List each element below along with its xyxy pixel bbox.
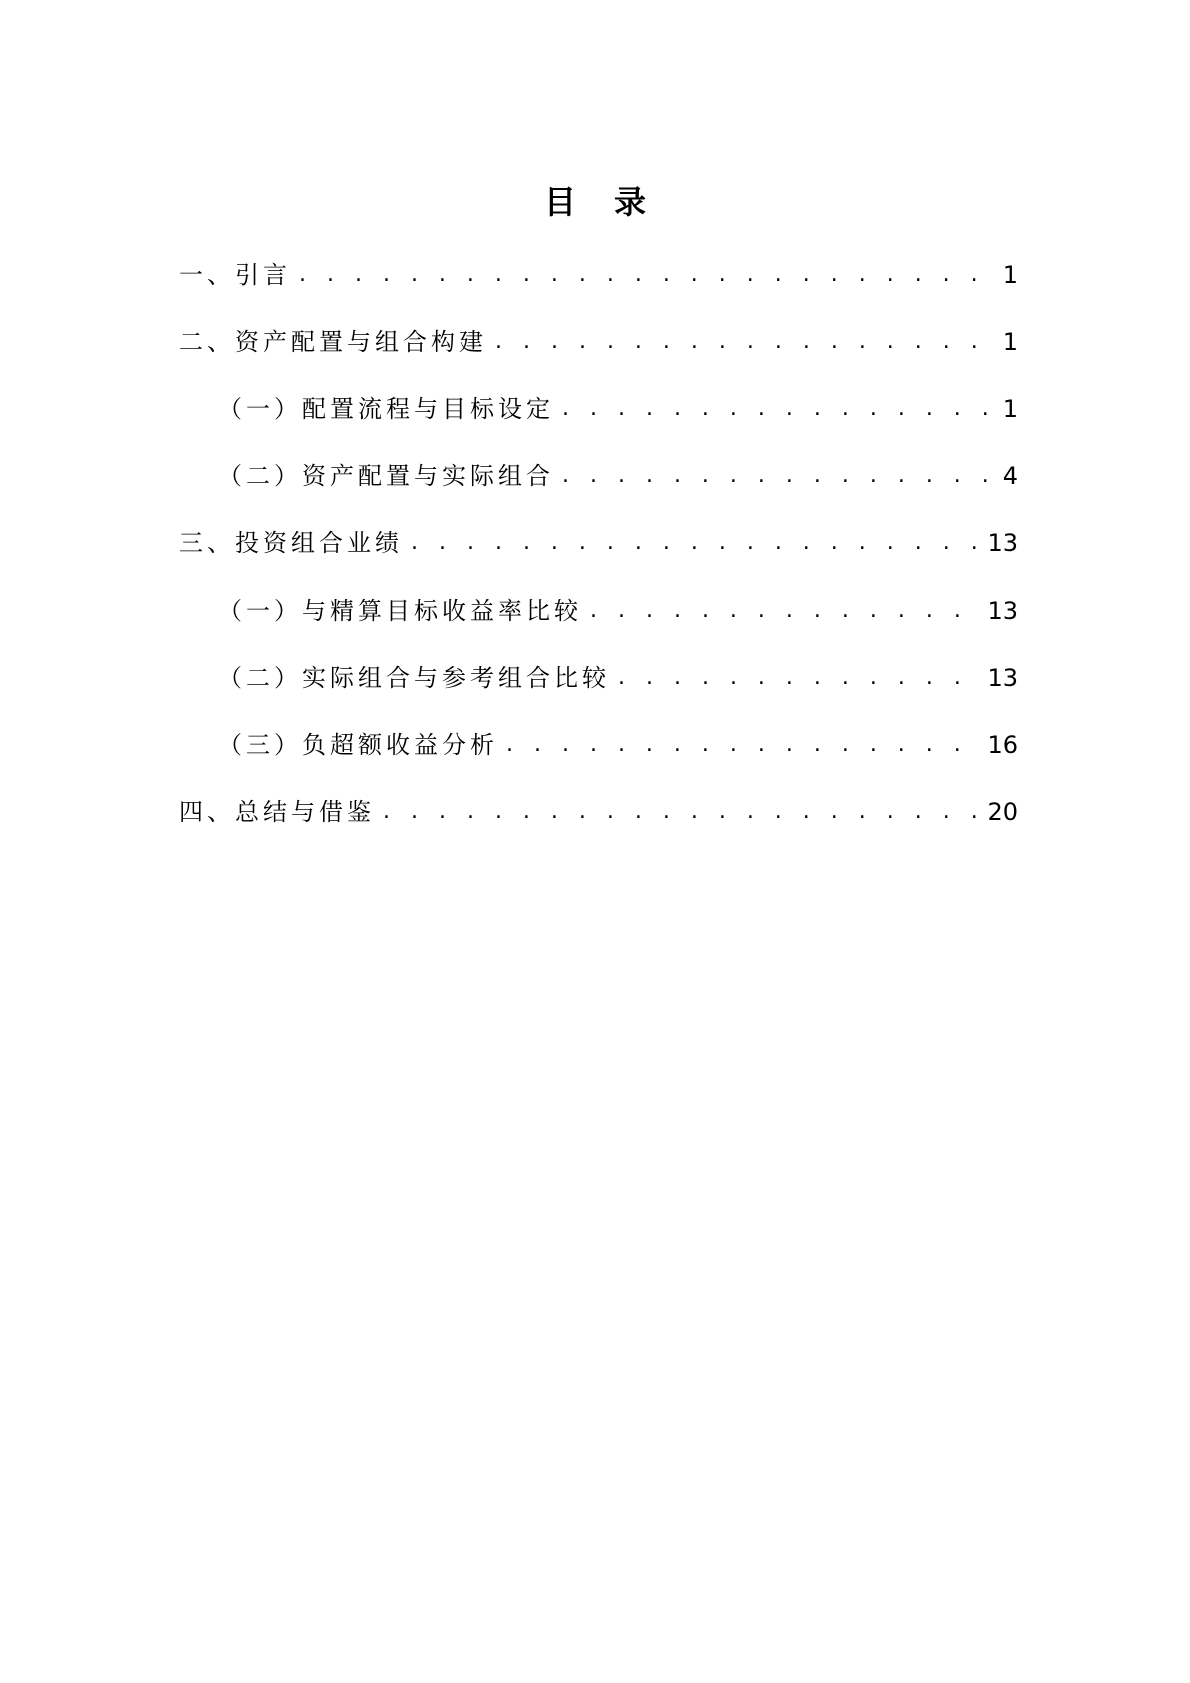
toc-entry-portfolio-performance[interactable] [179, 523, 1018, 563]
toc-dot-leader [590, 591, 981, 631]
toc-dot-leader [495, 322, 997, 362]
toc-title-char-2: 录 [614, 183, 647, 221]
toc-title-char-1: 目 [543, 183, 576, 221]
toc-entry-page-number: 1 [1002, 261, 1018, 289]
toc-dot-leader [618, 658, 981, 698]
toc-dot-leader [562, 456, 997, 496]
toc-entry-asset-allocation[interactable] [179, 322, 1018, 362]
toc-entry-page-number: 1 [1002, 328, 1018, 356]
toc-entry-reference-comparison[interactable] [218, 658, 1018, 698]
toc-dot-leader [299, 255, 997, 295]
toc-entry-label: （三）负超额收益分析 [218, 731, 498, 759]
toc-entry-label: 二、资产配置与组合构建 [179, 328, 487, 356]
toc-entry-page-number: 1 [1002, 395, 1018, 423]
toc-dot-leader [562, 389, 997, 429]
toc-entry-page-number: 13 [987, 664, 1018, 692]
toc-dot-leader [506, 725, 981, 765]
toc-dot-leader [411, 523, 981, 563]
toc-entry-label: （一）配置流程与目标设定 [218, 395, 554, 423]
toc-entry-page-number: 20 [987, 798, 1018, 826]
toc-entry-page-number: 4 [1002, 462, 1018, 490]
toc-entry-page-number: 16 [987, 731, 1018, 759]
toc-entry-negative-excess-return[interactable] [218, 725, 1018, 765]
toc-entry-label: （二）实际组合与参考组合比较 [218, 664, 610, 692]
toc-entry-summary[interactable] [179, 792, 1018, 832]
toc-entry-actuarial-comparison[interactable] [218, 591, 1018, 631]
toc-entry-label: 一、引言 [179, 261, 291, 289]
toc-dot-leader [383, 792, 981, 832]
toc-entry-label: 三、投资组合业绩 [179, 529, 403, 557]
toc-entry-introduction[interactable] [179, 255, 1018, 295]
toc-entry-allocation-process[interactable] [218, 389, 1018, 429]
toc-entry-page-number: 13 [987, 529, 1018, 557]
toc-entry-label: （一）与精算目标收益率比较 [218, 597, 582, 625]
toc-entry-label: 四、总结与借鉴 [179, 798, 375, 826]
toc-entry-label: （二）资产配置与实际组合 [218, 462, 554, 490]
toc-entry-actual-portfolio[interactable] [218, 456, 1018, 496]
toc-entry-page-number: 13 [987, 597, 1018, 625]
